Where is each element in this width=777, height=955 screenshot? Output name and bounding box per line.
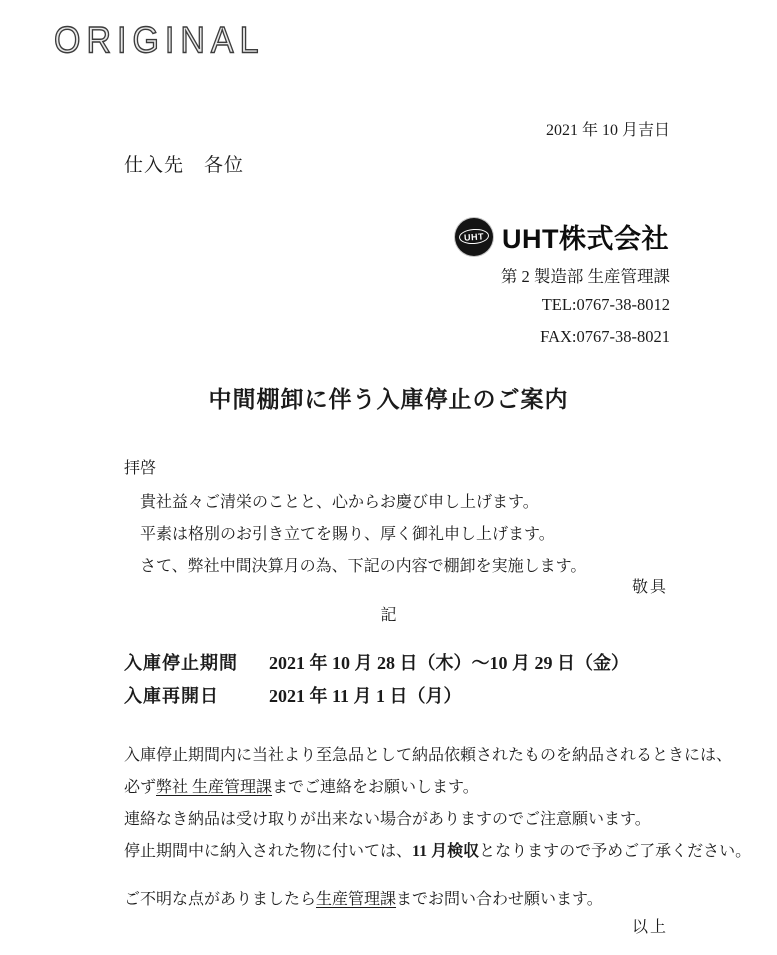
- company-department: 第 2 製造部 生産管理課: [500, 267, 670, 286]
- body-line: [124, 772, 704, 804]
- inquiry-line: [124, 886, 603, 909]
- schedule-block: [124, 647, 629, 713]
- body-text: 入庫停止期間内に当社より至急品として納品依頼されたものを納品されるときには、: [124, 747, 733, 764]
- schedule-row: [124, 680, 629, 713]
- document-date: 2021 年 10 月吉日: [545, 122, 670, 139]
- company-name: UHT株式会社: [502, 224, 669, 254]
- notice-marker: 記: [380, 607, 397, 624]
- underlined-text: 弊社 生産管理課: [156, 779, 273, 796]
- body-line: [124, 836, 752, 868]
- closing-mark: 以上: [631, 919, 668, 936]
- body-text: 必ず: [124, 779, 157, 796]
- greeting-closing: 敬具: [631, 579, 668, 596]
- recipient-line: 仕入先 各位: [124, 155, 245, 176]
- uht-logo-icon: [455, 218, 493, 256]
- original-stamp: ORIGINAL: [54, 20, 265, 62]
- greeting-body: [140, 487, 586, 583]
- body-text: 停止期間中に納入された物に付いては、: [124, 843, 413, 860]
- company-tel: TEL:0767-38-8012: [541, 295, 670, 314]
- document-title: 中間棚卸に伴う入庫停止のご案内: [208, 387, 569, 412]
- body-paragraph: [124, 740, 752, 868]
- body-text: までお問い合わせ願います。: [396, 891, 603, 908]
- bold-text: 11 月検収: [412, 843, 480, 860]
- body-text: となりますので予めご了承ください。: [479, 843, 752, 860]
- body-line: [124, 804, 704, 836]
- greeting-line: 平素は格別のお引き立てを賜り、厚く御礼申し上げます。: [140, 526, 555, 543]
- greeting-line: 貴社益々ご清栄のことと、心からお慶び申し上げます。: [140, 494, 539, 511]
- schedule-value: 2021 年 10 月 28 日（木）～10 月 29 日（金）: [269, 653, 629, 673]
- body-text: 連絡なき納品は受け取りが出来ない場合がありますのでご注意願います。: [124, 811, 651, 828]
- uht-logo-text: UHT: [459, 228, 490, 245]
- underlined-text: 生産管理課: [316, 891, 397, 908]
- greeting-opening: 拝啓: [124, 460, 157, 477]
- schedule-value: 2021 年 11 月 1 日（月）: [269, 686, 462, 706]
- body-text: ご不明な点がありましたら: [124, 891, 317, 908]
- company-header: [455, 217, 669, 256]
- company-fax: FAX:0767-38-8021: [540, 327, 670, 346]
- body-text: までご連絡をお願いします。: [272, 779, 479, 796]
- body-line: [124, 740, 733, 772]
- schedule-label: 入庫停止期間: [124, 653, 238, 673]
- greeting-line: さて、弊社中間決算月の為、下記の内容で棚卸を実施します。: [140, 558, 587, 575]
- schedule-label: 入庫再開日: [124, 686, 219, 706]
- schedule-row: [124, 647, 629, 680]
